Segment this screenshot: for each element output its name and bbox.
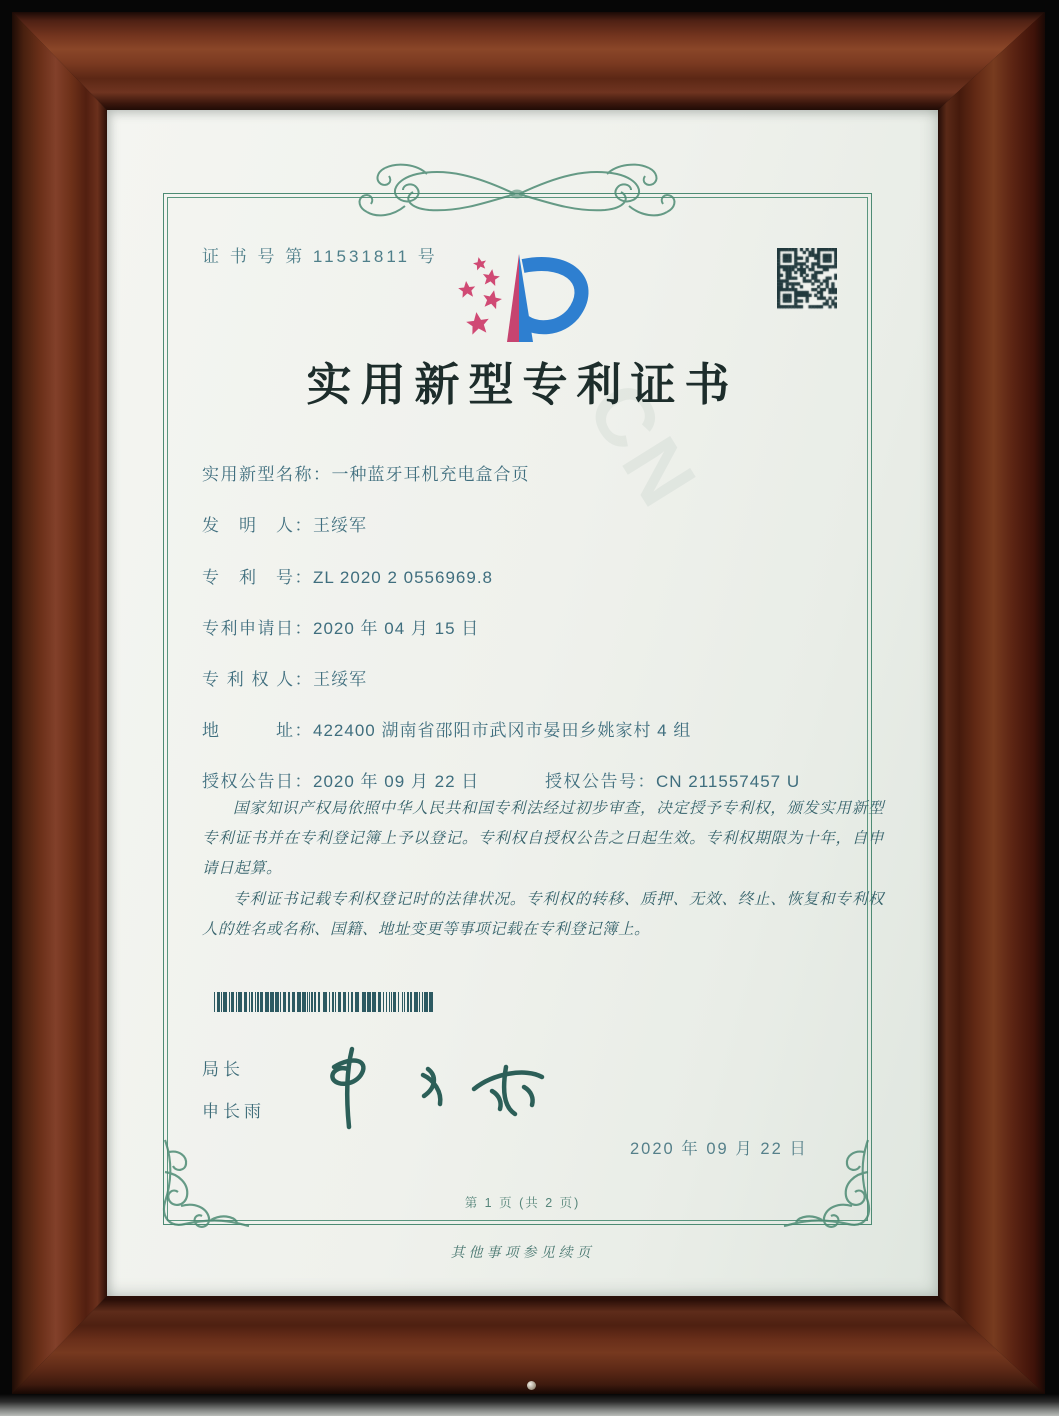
cnipa-logo xyxy=(423,248,613,352)
field-label: 实用新型名称： xyxy=(202,465,332,484)
certificate-title: 实用新型专利证书 xyxy=(306,360,739,410)
field-value: 一种蓝牙耳机充电盒合页 xyxy=(331,465,530,484)
frame-right xyxy=(938,12,1045,1394)
field-value: 2020 年 04 月 15 日 xyxy=(313,619,480,638)
field-label: 专利申请日： xyxy=(202,619,313,638)
frame-bottom xyxy=(12,1296,1045,1394)
legal-text xyxy=(202,794,884,945)
field-row-address xyxy=(202,716,691,741)
frame-left xyxy=(12,12,107,1394)
field-row-name xyxy=(202,460,530,485)
field-label: 地 址： xyxy=(202,721,313,740)
field-value: 王绥军 xyxy=(313,516,367,535)
qr-code xyxy=(777,248,837,310)
certificate-paper xyxy=(107,110,938,1296)
field-value: ZL 2020 2 0556969.8 xyxy=(313,568,494,587)
field-value: CN 211557457 U xyxy=(656,772,801,791)
issue-date: 2020 年 09 月 22 日 xyxy=(630,1140,808,1158)
field-label: 发 明 人： xyxy=(202,516,313,535)
field-row-patent-number xyxy=(202,563,493,588)
field-value: 2020 年 09 月 22 日 xyxy=(313,772,480,791)
page-indicator: 第 1 页 (共 2 页) xyxy=(464,1196,581,1210)
field-value: 王绥军 xyxy=(313,670,368,689)
legal-paragraph-2: 专利证书记载专利权登记时的法律状况。专利权的转移、质押、无效、终止、恢复和专利权人的姓名或名称、国籍、地址变更等事项记载在专利登记簿上。 xyxy=(202,890,884,938)
field-row-patentee xyxy=(202,665,367,690)
frame-top xyxy=(12,12,1045,110)
field-grant-number xyxy=(545,767,800,792)
field-row-filing-date xyxy=(202,614,479,639)
continuation-note: 其他事项参见续页 xyxy=(450,1246,595,1261)
barcode xyxy=(214,992,434,1012)
certificate-number: 证 书 号 第 11531811 号 xyxy=(202,247,438,266)
field-label: 授权公告号： xyxy=(545,772,656,791)
commissioner-name: 申长雨 xyxy=(202,1102,265,1121)
security-watermark: CN xyxy=(569,367,716,527)
top-flourish-ornament xyxy=(277,160,757,226)
legal-paragraph-1: 国家知识产权局依照中华人民共和国专利法经过初步审查，决定授予专利权，颁发实用新型专利证书并在专利登记簿上予以登记。专利权自授权公告之日起生效。专利权期限为十年，自申请日起算。 xyxy=(202,800,884,878)
field-label: 专 利 权 人： xyxy=(202,670,314,689)
field-label: 专 利 号： xyxy=(202,568,313,587)
commissioner-signature xyxy=(312,1035,552,1140)
commissioner-title: 局长 xyxy=(202,1060,244,1079)
field-row-inventor xyxy=(202,511,367,536)
frame-hanger-dot xyxy=(527,1381,536,1390)
field-value: 422400 湖南省邵阳市武冈市晏田乡姚家村 4 组 xyxy=(313,721,692,740)
field-row-grant xyxy=(202,767,801,792)
photo-floor-shadow xyxy=(0,1394,1059,1416)
field-label: 授权公告日： xyxy=(202,772,313,791)
bottom-left-corner-ornament xyxy=(151,1132,255,1236)
